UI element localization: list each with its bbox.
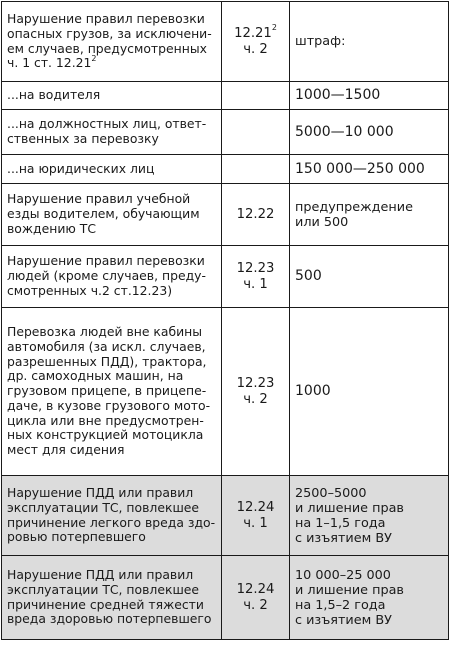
offense-cell [2,82,222,110]
penalty-text: 10 000–25 000 [295,567,391,583]
offense-text: эксплуатации ТС, повлекшее [7,581,200,597]
article-number: 12.23 [236,260,275,276]
article-number: 12.22 [236,206,275,222]
offense-cell [2,2,222,82]
offense-text: ч. 1 ст. 12.21 [7,55,92,71]
offense-text: эксплуатации ТС, повлекшее [7,499,200,515]
penalty-cell [290,155,449,184]
offense-text: опасных грузов, за исключени- [7,25,212,41]
article-cell [222,308,290,476]
penalty-cell [290,476,449,556]
penalty-cell [290,82,449,110]
article-part: ч. 2 [243,391,268,407]
article-cell [222,246,290,308]
table-row [2,155,449,184]
offense-text: разрешенных ПДД), трактора, [7,353,207,369]
offense-text: цикла или вне предусмотрен- [7,412,204,428]
offense-text: вреда здоровью потерпевшего [7,611,212,627]
penalty-cell [290,556,449,640]
article-cell [222,184,290,246]
penalty-text: 500 [295,268,322,284]
offense-text: Перевозка людей вне кабины [7,323,203,339]
offense-text: ...на юридических лиц [7,160,155,176]
penalty-text: 150 000—250 000 [295,160,425,177]
offense-cell [2,476,222,556]
offense-cell [2,155,222,184]
penalty-cell [290,184,449,246]
article-part: ч. 1 [243,276,268,292]
fines-table [1,1,449,640]
offense-text: ...на должностных лиц, ответ- [7,116,207,132]
penalty-text: и лишение прав [295,582,404,598]
article-part: ч. 1 [243,515,268,531]
offense-cell [2,110,222,155]
article-part: ч. 2 [243,597,268,613]
penalty-text: или 500 [295,214,349,230]
penalty-cell [290,308,449,476]
penalty-text: 1000—1500 [295,87,381,103]
offense-text: ровью потерпевшего [7,529,146,545]
table-row [2,556,449,640]
table-row [2,476,449,556]
offense-text: Нарушение ПДД или правил [7,566,194,582]
offense-text: причинение легкого вреда здо- [7,514,216,530]
offense-text: Нарушение правил перевозки [7,253,205,269]
offense-text: смотренных ч.2 ст.12.23) [7,282,173,298]
offense-text: людей (кроме случаев, преду- [7,268,206,284]
offense-text: ем случаев, предусмотренных [7,40,207,56]
penalty-text: на 1,5–2 года [295,597,386,613]
article-cell [222,556,290,640]
penalty-cell [290,110,449,155]
offense-text: ственных за перевозку [7,131,159,146]
table-row [2,184,449,246]
offense-text: ных конструкцией мотоцикла [7,427,204,443]
offense-text: мест для сидения [7,442,125,458]
article-number: 12.24 [236,581,275,597]
offense-text: Нарушение правил перевозки [7,10,205,26]
article-part: ч. 2 [243,41,268,57]
penalty-cell [290,2,449,82]
offense-text: езды водителем, обучающим [7,206,200,222]
offense-cell [2,556,222,640]
penalty-text: штраф: [295,34,346,49]
penalty-text: 1000 [295,383,331,399]
offense-text: грузовом прицепе, в прицепе- [7,383,207,399]
table-row [2,82,449,110]
penalty-text: 2500–5000 [295,485,367,501]
article-cell [222,110,290,155]
table-row [2,246,449,308]
article-number: 12.23 [236,375,275,391]
penalty-cell [290,246,449,308]
offense-text: др. самоходных машин, на [7,368,184,384]
article-number: 12.24 [236,499,275,515]
offense-text: Нарушение ПДД или правил [7,484,194,500]
offense-cell [2,308,222,476]
article-cell [222,155,290,184]
penalty-text: 5000—10 000 [295,123,394,140]
offense-text: Нарушение правил учебной [7,191,191,207]
superscript: 2 [271,23,277,33]
penalty-text: и лишение прав [295,500,404,516]
article-cell [222,82,290,110]
offense-text: даче, в кузове грузового мото- [7,397,211,413]
table-row [2,308,449,476]
offense-text: причинение средней тяжести [7,596,204,612]
offense-cell [2,184,222,246]
penalty-text: с изъятием ВУ [295,612,392,628]
table-row [2,2,449,82]
article-cell [222,2,290,82]
penalty-text: предупреждение [295,199,413,215]
offense-cell [2,246,222,308]
offense-text: автомобиля (за искл. случаев, [7,338,206,354]
penalty-text: на 1–1,5 года [295,515,386,531]
offense-text: вождению ТС [7,220,96,236]
article-cell [222,476,290,556]
penalty-text: с изъятием ВУ [295,530,392,546]
superscript: 2 [91,54,97,64]
offense-text: ...на водителя [7,87,101,103]
table-row [2,110,449,155]
article-number: 12.21 [234,25,272,41]
